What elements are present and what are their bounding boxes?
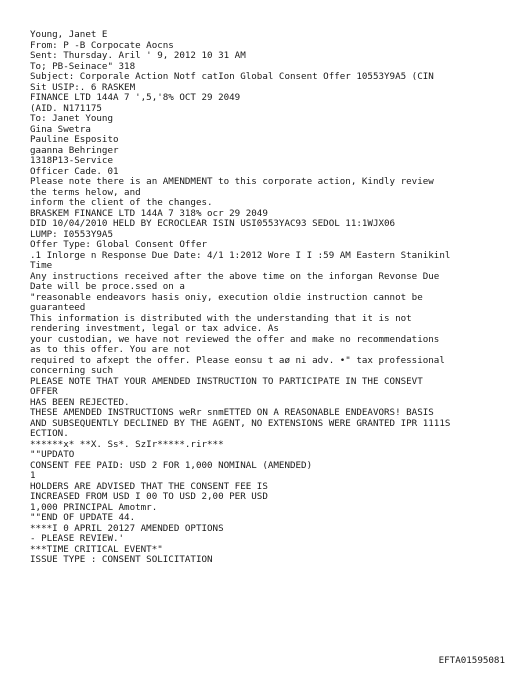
from-line: From: P -B Corpocate Aocns	[30, 39, 174, 51]
disclaimer-line: concerning such	[30, 365, 113, 376]
email-document	[30, 30, 505, 566]
update-heading-line: ""UPDATO	[30, 449, 75, 460]
consent-fee-line: CONSENT FEE PAID: USD 2 FOR 1,000 NOMINAL (AMENDED)	[30, 459, 313, 471]
security-line: LUMP: I0553Y9A5	[30, 228, 113, 240]
disclaimer-line: your custodian, we have not reviewed the offer and make no recommendations	[30, 333, 440, 345]
notice-line: HAS BEEN REJECTED.	[30, 396, 130, 408]
document-id: EFTA01595081	[438, 655, 505, 666]
security-line: DID 10/04/2010 HELD BY ECROCLEAR ISIN USI0553YAC93 SEDOL 11:1WJX06	[30, 218, 396, 229]
notice-line: OFFER	[30, 386, 58, 397]
amended-options-line: - PLEASE REVIEW.'	[30, 533, 125, 544]
notice-line: ECTION.	[30, 428, 69, 439]
recipient-line: To: Janet Young	[30, 113, 113, 124]
recipient-line: gaanna Behringer	[30, 144, 119, 156]
update-line: INCREASED FROM USD I 00 TO USD 2,00 PER USD	[30, 491, 268, 502]
body-line: Please note there is an AMENDMENT to this corporate action, Kindly review	[30, 176, 434, 187]
body-line: 1	[30, 470, 36, 481]
body-line: Any instructions received after the above time on the inforgan Revonse Due	[30, 270, 440, 282]
disclaimer-line: This information is distributed with the understanding that it is not	[30, 312, 412, 324]
body-line: guaranteed	[30, 302, 86, 313]
body-line: "reasonable endeavors hasis oniy, execution oldie instruction cannot be	[30, 291, 423, 303]
sender-name-line: Young, Janet E	[30, 29, 108, 40]
time-critical-line: ***TIME CRITICAL EVENT*"	[30, 543, 163, 555]
body-line: Date will be proce.ssed on a	[30, 281, 185, 292]
update-line: 1,000 PRINCIPAL Amotmr.	[30, 501, 158, 513]
notice-line: THESE AMENDED INSTRUCTIONS weRr snmETTED ON A REASONABLE ENDEAVORS! BASIS	[30, 407, 434, 418]
response-date-line: Time	[30, 260, 53, 271]
recipient-line: Pauline Esposito	[30, 134, 119, 145]
separator-line: ******x* **X. Ss*. SzIr*****.rir***	[30, 438, 224, 450]
disclaimer-line: rendering investment, legal or tax advice. As	[30, 323, 279, 334]
security-line: BRASKEM FINANCE LTD 144A 7 318% ocr 29 2049	[30, 207, 268, 219]
sent-line: Sent: Thursday. Aril ' 9, 2012 10 31 AM	[30, 50, 246, 61]
subject-line: Subject: Corporale Action Notf catIon Global Consent Offer 10553Y9A5 (CIN	[30, 71, 434, 82]
issue-type-line: ISSUE TYPE : CONSENT SOLICITATION	[30, 554, 213, 565]
response-date-line: .1 Inlorge n Response Due Date: 4/1 1:2012 Wore I I :59 AM Eastern Stanikinl	[30, 249, 451, 261]
notice-line: AND SUBSEQUENTLY DECLINED BY THE AGENT, NO EXTENSIONS WERE GRANTED IPR 1111S	[30, 417, 451, 429]
recipient-line: Gina Swetra	[30, 123, 91, 135]
disclaimer-line: required to afxept the offer. Please eonsu t aø ni adv. •" tax professional	[30, 354, 445, 366]
recipient-line: 1318P13-Service	[30, 155, 113, 166]
offer-type-line: Offer Type: Global Consent Offer	[30, 239, 208, 250]
subject-continued-line: (AID. N171175	[30, 102, 102, 114]
officer-code-line: Officer Cade. 01	[30, 165, 119, 177]
notice-line: PLEASE NOTE THAT YOUR AMENDED INSTRUCTION TO PARTICIPATE IN THE CONSEVT	[30, 375, 423, 387]
update-end-line: ""END OF UPDATE 44.	[30, 512, 136, 523]
amended-options-line: ****I 0 APRIL 20127 AMENDED OPTIONS	[30, 522, 224, 534]
body-line: the terms helow, and	[30, 186, 141, 198]
body-line: inform the client of the changes.	[30, 197, 213, 208]
update-line: HOLDERS ARE ADVISED THAT THE CONSENT FEE IS	[30, 480, 268, 492]
to-line: To; PB-Seinace" 318	[30, 60, 136, 72]
subject-continued-line: FINANCE LTD 144A 7 ',5,'8% OCT 29 2049	[30, 92, 241, 103]
subject-continued-line: Sit USIP:. 6 RASKEM	[30, 81, 136, 93]
disclaimer-line: as to this offer. You are not	[30, 344, 191, 355]
